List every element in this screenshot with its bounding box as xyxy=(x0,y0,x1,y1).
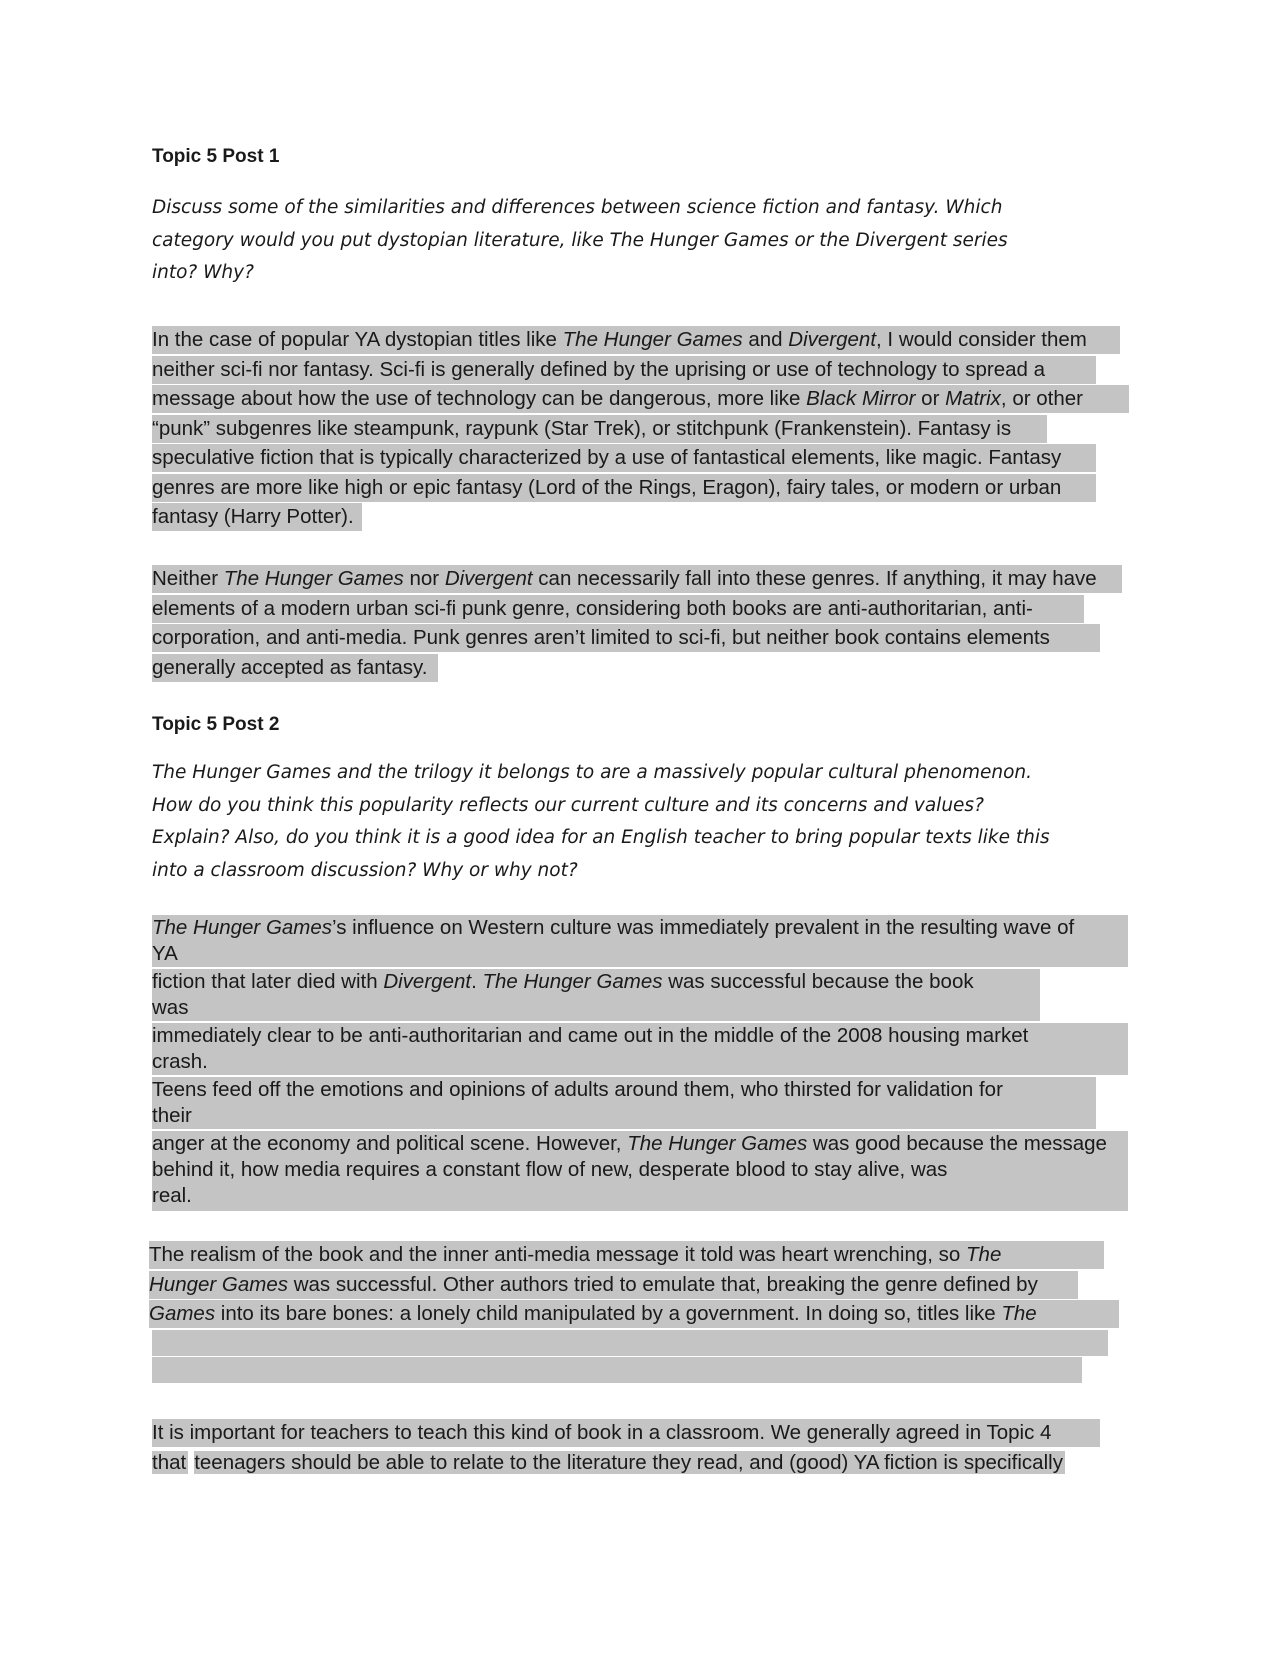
highlighted-line: corporation, and anti-media. Punk genres aren’t limited to sci-fi, but neither book contains elements xyxy=(152,624,1100,652)
post2-prompt-line: into a classroom discussion? Why or why not? xyxy=(152,859,578,881)
highlighted-line: that teenagers should be able to relate to the literature they read, and (good) YA fiction is specifically xyxy=(152,1450,1063,1474)
highlighted-block: The Hunger Games’s influence on Western culture was immediately prevalent in the resulting wave of YA xyxy=(152,915,1128,967)
post2-prompt-line: Explain? Also, do you think it is a good idea for an English teacher to bring popular texts like this xyxy=(152,827,1050,848)
post2-answer-paragraph-2 xyxy=(149,1241,1119,1385)
highlighted-line: fantasy (Harry Potter). xyxy=(152,503,362,531)
post2-prompt-line: How do you think this popularity reflects our current culture and its concerns and values? xyxy=(152,794,984,816)
post2-prompt-line: The Hunger Games and the trilogy it belongs to are a massively popular cultural phenomenon. xyxy=(152,762,1033,783)
highlighted-line: It is important for teachers to teach this kind of book in a classroom. We generally agreed in Topic 4 xyxy=(152,1419,1100,1447)
highlighted-line: Hunger Games was successful. Other authors tried to emulate that, breaking the genre defined by xyxy=(149,1271,1078,1299)
highlighted-line: genres are more like high or epic fantasy (Lord of the Rings, Eragon), fairy tales, or modern or urban xyxy=(152,474,1096,502)
post1-heading: Topic 5 Post 1 xyxy=(152,146,280,167)
highlighted-block: immediately clear to be anti-authoritarian and came out in the middle of the 2008 housing market crash. xyxy=(152,1023,1128,1075)
highlighted-block: Teens feed off the emotions and opinions of adults around them, who thirsted for validation for their xyxy=(152,1077,1096,1129)
post2-heading: Topic 5 Post 2 xyxy=(152,714,280,735)
highlighted-line: “punk” subgenres like steampunk, raypunk (Star Trek), or stitchpunk (Frankenstein). Fantasy is xyxy=(152,415,1047,443)
highlighted-empty-line xyxy=(152,1330,1108,1356)
post1-prompt-line: into? Why? xyxy=(152,262,254,283)
post1-prompt xyxy=(152,192,1008,290)
post2-answer-paragraph-3 xyxy=(152,1419,1100,1477)
post1-answer-paragraph-1 xyxy=(152,326,1129,533)
highlighted-line: Games into its bare bones: a lonely child manipulated by a government. In doing so, titles like The xyxy=(149,1300,1119,1328)
highlighted-empty-line xyxy=(152,1357,1082,1383)
highlighted-line: elements of a modern urban sci-fi punk genre, considering both books are anti-authoritarian, anti- xyxy=(152,595,1084,623)
highlighted-line: Neither The Hunger Games nor Divergent can necessarily fall into these genres. If anything, it may have xyxy=(152,565,1122,593)
highlighted-block: anger at the economy and political scene. However, The Hunger Games was good because the message behind it, how media requires a constant flow of new, desperate blood to stay alive, was real. xyxy=(152,1131,1128,1211)
highlighted-line: neither sci-fi nor fantasy. Sci-fi is generally defined by the uprising or use of technology to spread a xyxy=(152,356,1096,384)
post2-answer-paragraph-1 xyxy=(152,915,1128,1213)
highlighted-block: fiction that later died with Divergent. The Hunger Games was successful because the book was xyxy=(152,969,1040,1021)
highlighted-line: The realism of the book and the inner anti-media message it told was heart wrenching, so The xyxy=(149,1241,1104,1269)
highlighted-line: generally accepted as fantasy. xyxy=(152,654,438,682)
highlighted-line: speculative fiction that is typically characterized by a use of fantastical elements, like magic. Fantasy xyxy=(152,444,1096,472)
post1-prompt-line: Discuss some of the similarities and differences between science fiction and fantasy. Which xyxy=(152,197,1003,218)
highlighted-line: In the case of popular YA dystopian titles like The Hunger Games and Divergent, I would consider them xyxy=(152,326,1120,354)
post1-prompt-line: category would you put dystopian literature, like The Hunger Games or the Divergent series xyxy=(152,229,1008,251)
post1-answer-paragraph-2 xyxy=(152,565,1122,683)
post2-prompt xyxy=(152,757,1050,887)
highlighted-line: message about how the use of technology can be dangerous, more like Black Mirror or Matrix, or other xyxy=(152,385,1129,413)
